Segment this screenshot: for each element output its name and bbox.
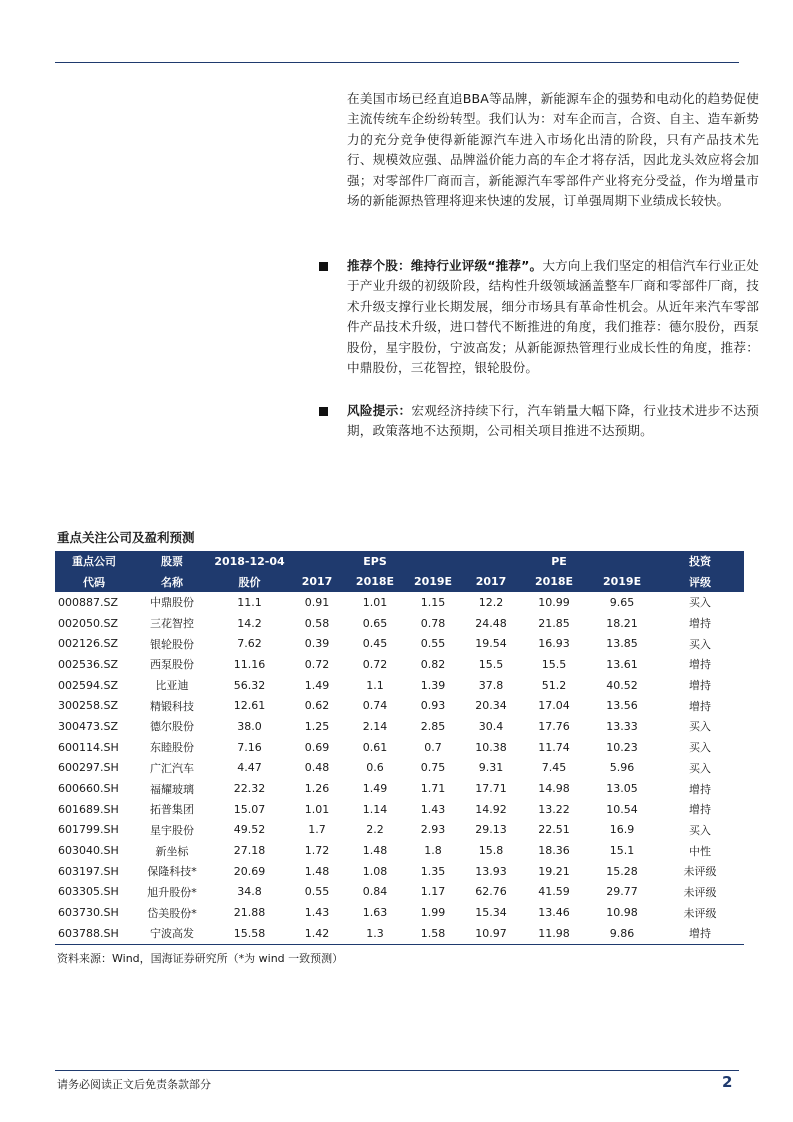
cell-price: 14.2 bbox=[237, 616, 262, 630]
table-row bbox=[55, 882, 744, 903]
cell-price: 20.69 bbox=[233, 864, 266, 878]
forecast-table bbox=[55, 551, 744, 945]
cell-pe-2019e: 13.85 bbox=[606, 637, 638, 651]
cell-eps-2018e: 0.72 bbox=[362, 657, 388, 671]
cell-eps-2019e: 1.39 bbox=[420, 678, 446, 692]
footer-rule bbox=[55, 1070, 739, 1071]
cell-name: 精锻科技 bbox=[150, 699, 194, 713]
cell-rating: 增持 bbox=[689, 617, 712, 631]
cell-eps-2019e: 0.78 bbox=[420, 616, 446, 630]
table-row bbox=[55, 633, 744, 654]
cell-eps-2018e: 1.48 bbox=[362, 844, 388, 858]
header-eps-2019e: 2019E bbox=[404, 572, 462, 593]
cell-pe-2018e: 11.74 bbox=[538, 740, 570, 754]
cell-pe-2019e: 13.33 bbox=[606, 719, 638, 733]
cell-eps-2018e: 0.74 bbox=[362, 699, 388, 713]
cell-rating: 买入 bbox=[689, 596, 712, 610]
cell-name: 西泵股份 bbox=[150, 658, 194, 672]
cell-price: 38.0 bbox=[237, 719, 262, 733]
cell-eps-2019e: 1.99 bbox=[420, 906, 446, 920]
cell-eps-2018e: 0.6 bbox=[366, 761, 384, 775]
cell-eps-2018e: 2.2 bbox=[366, 823, 384, 837]
cell-name: 广汇汽车 bbox=[150, 761, 194, 775]
header-pe-2017: 2017 bbox=[462, 572, 520, 593]
cell-name: 中鼎股份 bbox=[150, 596, 194, 610]
cell-pe-2018e: 10.99 bbox=[538, 595, 570, 609]
cell-pe-2017: 30.4 bbox=[478, 719, 504, 733]
cell-code: 603040.SH bbox=[58, 844, 119, 858]
cell-eps-2017: 1.01 bbox=[304, 802, 330, 816]
cell-name: 拓普集团 bbox=[150, 803, 194, 817]
cell-price: 4.47 bbox=[237, 761, 262, 775]
cell-code: 601689.SH bbox=[58, 802, 119, 816]
cell-eps-2018e: 0.45 bbox=[362, 637, 388, 651]
body-paragraph-1: 在美国市场已经直追BBA等品牌，新能源车企的强势和电动化的趋势促使主流传统车企纷纷转型。我们认为：对车企而言，合资、自主、造车新势力的充分竞争使得新能源汽车进入市场化出清的阶段，只有产品技术先行、规模效应强、品牌溢价能力高的车企才将存活，因此龙头效应将会加强；对零部件厂商而言，新能源汽车零部件产业将充分受益，作为增量市场的新能源热管理将迎来快速的发展，订单强周期下业绩成长较快。 bbox=[347, 91, 759, 209]
cell-eps-2017: 0.91 bbox=[304, 595, 330, 609]
header-date: 2018-12-04 bbox=[211, 551, 288, 572]
cell-pe-2017: 37.8 bbox=[478, 678, 504, 692]
cell-code: 002126.SZ bbox=[58, 637, 119, 651]
table-row bbox=[55, 778, 744, 799]
cell-rating: 增持 bbox=[689, 699, 712, 713]
table-row bbox=[55, 902, 744, 923]
cell-pe-2019e: 5.96 bbox=[609, 761, 635, 775]
table-row bbox=[55, 840, 744, 861]
cell-pe-2019e: 15.28 bbox=[606, 864, 638, 878]
header-pe-2019e: 2019E bbox=[588, 572, 656, 593]
cell-rating: 未评级 bbox=[683, 865, 717, 879]
cell-pe-2019e: 13.56 bbox=[606, 699, 638, 713]
cell-name: 保隆科技* bbox=[147, 865, 197, 879]
cell-price: 11.1 bbox=[237, 595, 262, 609]
table-header-row-1 bbox=[55, 551, 744, 572]
cell-price: 56.32 bbox=[233, 678, 266, 692]
cell-rating: 中性 bbox=[689, 844, 712, 858]
cell-pe-2017: 12.2 bbox=[478, 595, 504, 609]
cell-code: 002536.SZ bbox=[58, 657, 119, 671]
cell-pe-2019e: 10.98 bbox=[606, 906, 638, 920]
header-eps-2018e: 2018E bbox=[346, 572, 404, 593]
cell-pe-2017: 10.38 bbox=[475, 740, 507, 754]
cell-eps-2018e: 1.14 bbox=[362, 802, 388, 816]
cell-name: 岱美股份* bbox=[147, 906, 197, 920]
table-row bbox=[55, 820, 744, 841]
table-row bbox=[55, 737, 744, 758]
cell-rating: 增持 bbox=[689, 679, 712, 693]
cell-pe-2018e: 51.2 bbox=[541, 678, 567, 692]
cell-pe-2018e: 11.98 bbox=[520, 923, 588, 944]
cell-pe-2017: 19.54 bbox=[475, 637, 507, 651]
cell-eps-2017: 0.58 bbox=[304, 616, 330, 630]
cell-eps-2017: 0.72 bbox=[304, 657, 330, 671]
page-number: 2 bbox=[722, 1073, 733, 1091]
cell-eps-2019e: 1.43 bbox=[420, 802, 446, 816]
cell-price: 7.16 bbox=[237, 740, 262, 754]
cell-eps-2018e: 1.1 bbox=[366, 678, 384, 692]
cell-pe-2018e: 15.5 bbox=[541, 657, 567, 671]
header-eps: EPS bbox=[288, 551, 462, 572]
cell-name: 银轮股份 bbox=[150, 637, 194, 651]
header-name: 股票 bbox=[133, 551, 211, 572]
cell-pe-2017: 62.76 bbox=[475, 885, 507, 899]
cell-eps-2019e: 2.85 bbox=[420, 719, 446, 733]
body-paragraph-risk bbox=[347, 401, 759, 442]
cell-price: 22.32 bbox=[233, 782, 266, 796]
cell-rating: 买入 bbox=[689, 720, 712, 734]
cell-pe-2018e: 14.98 bbox=[538, 782, 570, 796]
cell-name: 旭升股份* bbox=[147, 885, 197, 899]
cell-eps-2017: 0.69 bbox=[304, 740, 330, 754]
cell-pe-2018e: 18.36 bbox=[538, 844, 570, 858]
cell-code: 300473.SZ bbox=[58, 719, 119, 733]
cell-pe-2017: 17.71 bbox=[475, 782, 507, 796]
cell-rating: 增持 bbox=[689, 782, 712, 796]
cell-pe-2018e: 21.85 bbox=[538, 616, 570, 630]
cell-pe-2017: 20.34 bbox=[475, 699, 507, 713]
cell-pe-2019e: 9.65 bbox=[609, 595, 635, 609]
table-row bbox=[55, 799, 744, 820]
header-code: 重点公司 bbox=[55, 551, 133, 572]
cell-pe-2017: 29.13 bbox=[475, 823, 507, 837]
cell-eps-2019e: 1.8 bbox=[424, 844, 442, 858]
risk-text: 宏观经济持续下行，汽车销量大幅下降，行业技术进步不达预期，政策落地不达预期，公司相关项目推进不达预期。 bbox=[347, 403, 759, 439]
cell-eps-2017: 0.55 bbox=[304, 885, 330, 899]
cell-pe-2017: 9.31 bbox=[478, 761, 504, 775]
header-eps-2017: 2017 bbox=[288, 572, 346, 593]
table-row bbox=[55, 654, 744, 675]
cell-eps-2017: 1.48 bbox=[304, 864, 330, 878]
table-row bbox=[55, 923, 744, 944]
cell-code: 603197.SH bbox=[58, 864, 119, 878]
cell-pe-2019e: 9.86 bbox=[588, 923, 656, 944]
cell-rating: 增持 bbox=[689, 803, 712, 817]
cell-eps-2019e: 0.75 bbox=[420, 761, 446, 775]
cell-name: 福耀玻璃 bbox=[150, 782, 194, 796]
header-rule bbox=[55, 62, 739, 63]
recommend-heading: 推荐个股：维持行业评级“推荐”。 bbox=[347, 258, 543, 273]
cell-eps-2019e: 0.55 bbox=[420, 637, 446, 651]
table-source-note: 资料来源：Wind，国海证券研究所（*为 wind 一致预测） bbox=[57, 952, 344, 965]
table-row bbox=[55, 675, 744, 696]
header-pe: PE bbox=[462, 551, 656, 572]
cell-price: 34.8 bbox=[237, 885, 262, 899]
cell-pe-2017: 10.97 bbox=[462, 923, 520, 944]
cell-eps-2019e: 1.17 bbox=[420, 885, 446, 899]
cell-code: 002050.SZ bbox=[58, 616, 119, 630]
cell-name: 东睦股份 bbox=[150, 741, 194, 755]
cell-pe-2017: 13.93 bbox=[475, 864, 507, 878]
table-header-row-2 bbox=[55, 572, 744, 593]
cell-eps-2018e: 1.01 bbox=[362, 595, 388, 609]
cell-code: 600114.SH bbox=[58, 740, 119, 754]
cell-pe-2019e: 13.61 bbox=[606, 657, 638, 671]
cell-name: 德尔股份 bbox=[150, 720, 194, 734]
cell-pe-2019e: 10.23 bbox=[606, 740, 638, 754]
cell-pe-2019e: 10.54 bbox=[606, 802, 638, 816]
table-row bbox=[55, 716, 744, 737]
header-rating: 投资 bbox=[656, 551, 744, 572]
cell-rating: 买入 bbox=[689, 741, 712, 755]
cell-pe-2018e: 13.46 bbox=[538, 906, 570, 920]
cell-eps-2017: 0.39 bbox=[304, 637, 330, 651]
cell-pe-2019e: 18.21 bbox=[606, 616, 638, 630]
cell-eps-2019e: 1.35 bbox=[420, 864, 446, 878]
cell-eps-2019e: 1.58 bbox=[404, 923, 462, 944]
cell-price: 11.16 bbox=[233, 657, 266, 671]
cell-name: 宁波高发 bbox=[133, 923, 211, 944]
cell-rating: 买入 bbox=[689, 637, 712, 651]
cell-code: 603788.SH bbox=[55, 923, 133, 944]
footer-disclaimer: 请务必阅读正文后免责条款部分 bbox=[57, 1078, 211, 1091]
cell-code: 300258.SZ bbox=[58, 699, 119, 713]
cell-pe-2018e: 22.51 bbox=[538, 823, 570, 837]
header-pe-2018e: 2018E bbox=[520, 572, 588, 593]
cell-eps-2019e: 0.82 bbox=[420, 657, 446, 671]
risk-heading: 风险提示： bbox=[347, 403, 412, 418]
cell-eps-2018e: 2.14 bbox=[362, 719, 388, 733]
cell-pe-2018e: 19.21 bbox=[538, 864, 570, 878]
cell-eps-2017: 1.42 bbox=[288, 923, 346, 944]
cell-eps-2018e: 1.63 bbox=[362, 906, 388, 920]
cell-eps-2018e: 1.08 bbox=[362, 864, 388, 878]
cell-pe-2019e: 29.77 bbox=[606, 885, 638, 899]
cell-pe-2018e: 7.45 bbox=[541, 761, 567, 775]
cell-rating: 增持 bbox=[656, 923, 744, 944]
cell-price: 15.58 bbox=[211, 923, 288, 944]
cell-pe-2017: 15.34 bbox=[475, 906, 507, 920]
cell-eps-2019e: 0.7 bbox=[424, 740, 442, 754]
cell-eps-2017: 1.25 bbox=[304, 719, 330, 733]
cell-name: 新坐标 bbox=[155, 844, 189, 858]
bullet-square-icon bbox=[319, 407, 328, 416]
cell-code: 603730.SH bbox=[58, 906, 119, 920]
cell-pe-2019e: 13.05 bbox=[606, 782, 638, 796]
cell-eps-2018e: 0.61 bbox=[362, 740, 388, 754]
cell-eps-2019e: 1.15 bbox=[420, 595, 446, 609]
table-row bbox=[55, 613, 744, 634]
cell-pe-2017: 15.5 bbox=[478, 657, 504, 671]
cell-code: 600660.SH bbox=[58, 782, 119, 796]
table-row bbox=[55, 758, 744, 779]
cell-price: 15.07 bbox=[233, 802, 266, 816]
cell-eps-2017: 1.72 bbox=[304, 844, 330, 858]
cell-eps-2019e: 2.93 bbox=[420, 823, 446, 837]
cell-price: 27.18 bbox=[233, 844, 266, 858]
cell-pe-2019e: 16.9 bbox=[609, 823, 635, 837]
cell-pe-2018e: 16.93 bbox=[538, 637, 570, 651]
bullet-square-icon bbox=[319, 262, 328, 271]
cell-price: 7.62 bbox=[237, 637, 262, 651]
cell-pe-2017: 24.48 bbox=[475, 616, 507, 630]
cell-eps-2017: 1.49 bbox=[304, 678, 330, 692]
cell-pe-2019e: 15.1 bbox=[609, 844, 635, 858]
cell-name: 三花智控 bbox=[150, 617, 194, 631]
cell-code: 600297.SH bbox=[58, 761, 119, 775]
cell-name: 星宇股份 bbox=[150, 823, 194, 837]
table-title: 重点关注公司及盈利预测 bbox=[57, 530, 195, 545]
cell-eps-2017: 1.26 bbox=[304, 782, 330, 796]
cell-eps-2017: 0.62 bbox=[304, 699, 330, 713]
header-code-2: 代码 bbox=[55, 572, 133, 593]
cell-eps-2017: 0.48 bbox=[304, 761, 330, 775]
recommend-text: 大方向上我们坚定的相信汽车行业正处于产业升级的初级阶段，结构性升级领域涵盖整车厂商和零部件厂商，技术升级支撑行业长期发展，细分市场具有革命性机会。从近年来汽车零部件产品技术升级，进口替代不断推进的角度，我们推荐：德尔股份，西泵股份，星宇股份，宁波高发；从新能源热管理行业成长性的角度，推荐：中鼎股份，三花智控，银轮股份。 bbox=[347, 258, 759, 376]
cell-pe-2017: 14.92 bbox=[475, 802, 507, 816]
cell-price: 21.88 bbox=[233, 906, 266, 920]
cell-rating: 未评级 bbox=[683, 885, 717, 899]
cell-pe-2017: 15.8 bbox=[478, 844, 504, 858]
cell-rating: 买入 bbox=[689, 761, 712, 775]
cell-code: 603305.SH bbox=[58, 885, 119, 899]
cell-pe-2019e: 40.52 bbox=[606, 678, 638, 692]
table-row bbox=[55, 592, 744, 613]
header-name-2: 名称 bbox=[133, 572, 211, 593]
cell-rating: 未评级 bbox=[683, 906, 717, 920]
cell-eps-2019e: 0.93 bbox=[420, 699, 446, 713]
cell-code: 000887.SZ bbox=[58, 595, 119, 609]
cell-eps-2018e: 1.3 bbox=[346, 923, 404, 944]
body-paragraph-recommend bbox=[347, 256, 759, 378]
cell-eps-2019e: 1.71 bbox=[420, 782, 446, 796]
cell-name: 比亚迪 bbox=[155, 679, 189, 693]
cell-pe-2018e: 17.76 bbox=[538, 719, 570, 733]
cell-code: 002594.SZ bbox=[58, 678, 119, 692]
cell-eps-2018e: 0.65 bbox=[362, 616, 388, 630]
cell-rating: 增持 bbox=[689, 658, 712, 672]
table-row bbox=[55, 695, 744, 716]
header-rating-2: 评级 bbox=[656, 572, 744, 593]
cell-pe-2018e: 41.59 bbox=[538, 885, 570, 899]
table-row bbox=[55, 861, 744, 882]
cell-price: 12.61 bbox=[233, 699, 266, 713]
cell-pe-2018e: 17.04 bbox=[538, 699, 570, 713]
header-price: 股价 bbox=[211, 572, 288, 593]
cell-pe-2018e: 13.22 bbox=[538, 802, 570, 816]
cell-price: 49.52 bbox=[233, 823, 266, 837]
cell-eps-2017: 1.43 bbox=[304, 906, 330, 920]
cell-eps-2018e: 0.84 bbox=[362, 885, 388, 899]
cell-eps-2017: 1.7 bbox=[308, 823, 326, 837]
cell-rating: 买入 bbox=[689, 823, 712, 837]
cell-code: 601799.SH bbox=[58, 823, 119, 837]
cell-eps-2018e: 1.49 bbox=[362, 782, 388, 796]
